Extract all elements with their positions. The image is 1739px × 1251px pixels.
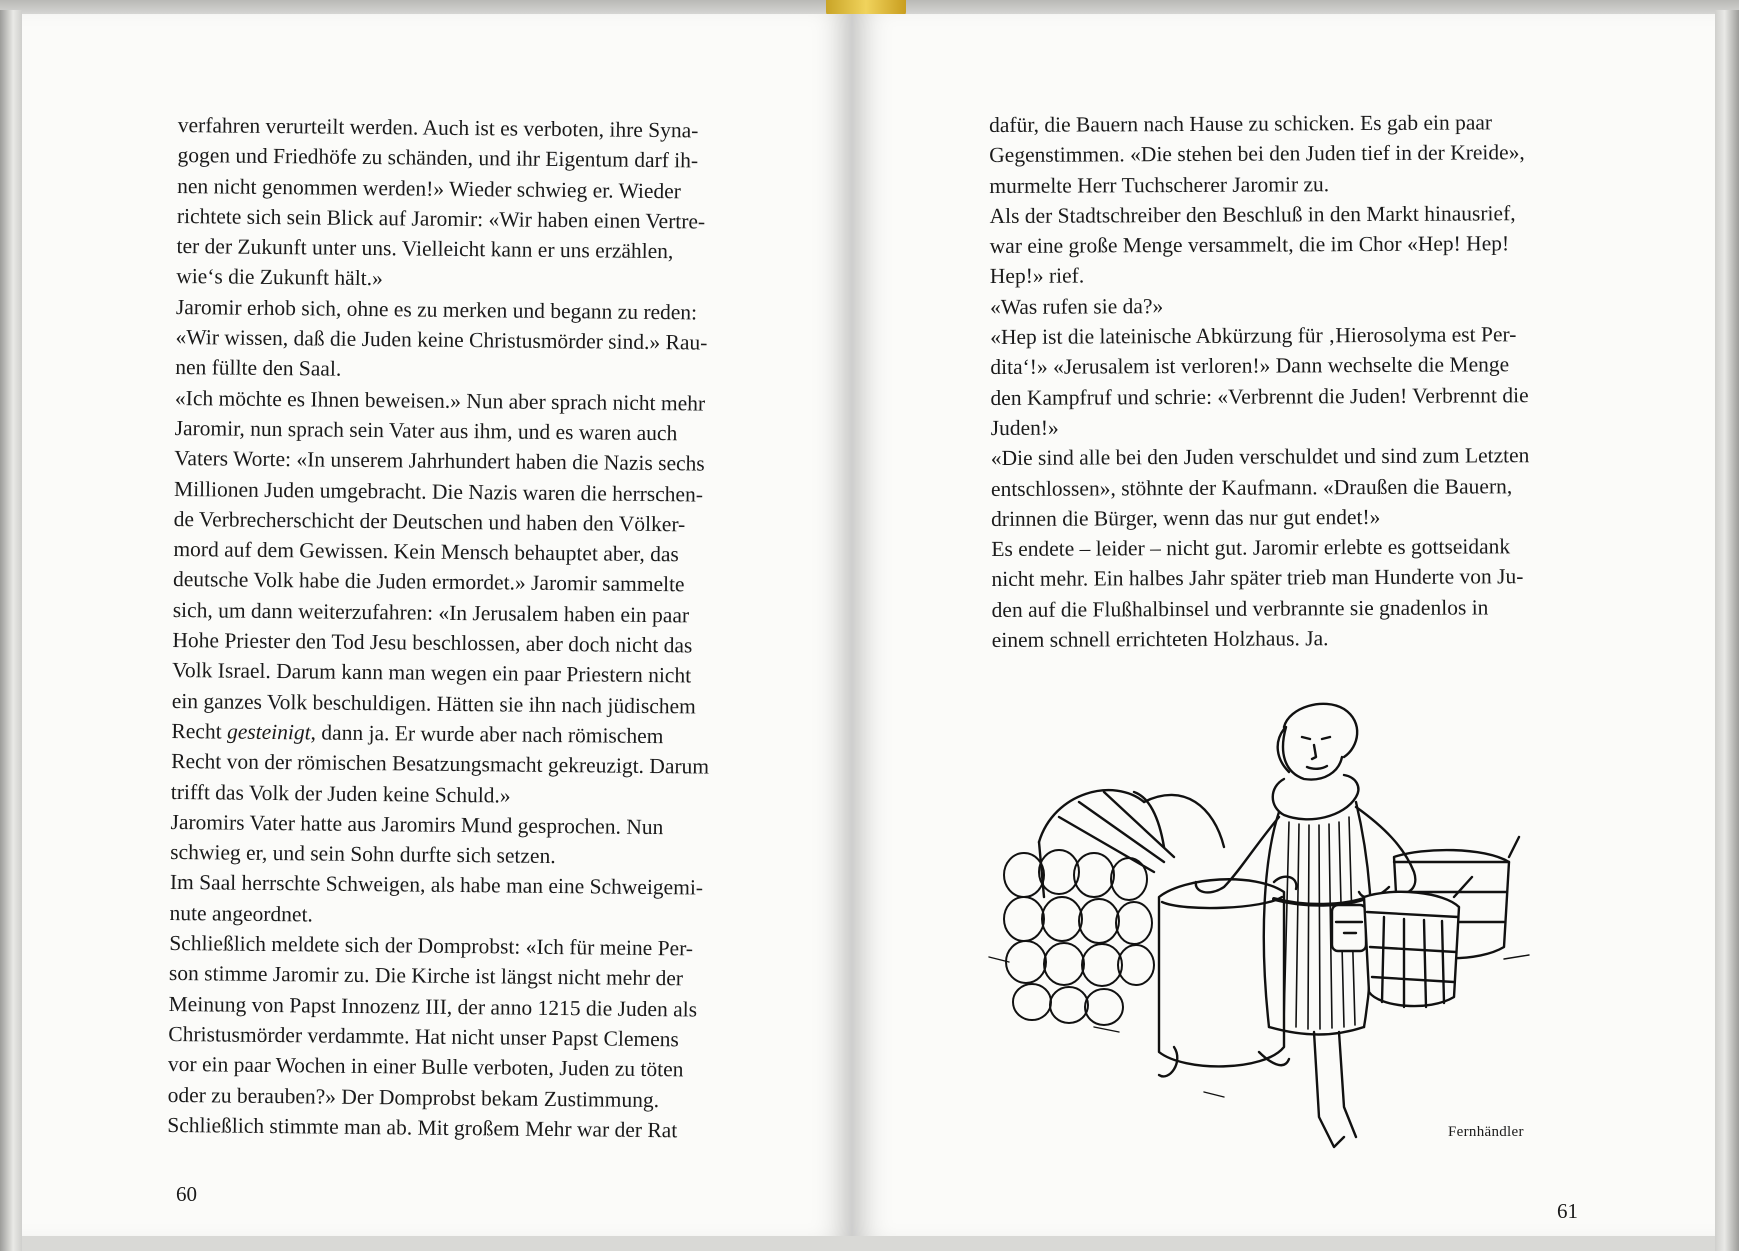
merchant-illustration — [984, 697, 1544, 1177]
text-line: einem schnell errichteten Holzhaus. Ja. — [991, 626, 1329, 653]
text-line: dafür, die Bauern nach Hause zu schicken. Es gab ein paar — [989, 110, 1493, 137]
line-start: Recht — [171, 718, 228, 744]
page-number-left: 60 — [176, 1182, 197, 1206]
text-line: den Kampfruf und schrie: «Verbrennt die Juden! Verbrennt die — [990, 382, 1529, 410]
text-line: richtete sich sein Blick auf Jaromir: «Wir haben einen Vertre- — [176, 203, 706, 234]
text-line: Vaters Worte: «In unserem Jahrhundert haben die Nazis sechs — [174, 446, 705, 476]
text-line: gogen und Friedhöfe zu schänden, und ihr Eigentum darf ih- — [177, 143, 699, 173]
text-line: schwieg er, und sein Sohn durfte sich setzen. — [170, 840, 556, 869]
text-line: Schließlich stimmte man ab. Mit großem Mehr war der Rat — [167, 1112, 678, 1143]
text-line: verfahren verurteilt werden. Auch ist es verboten, ihre Syna- — [177, 112, 699, 143]
text-line: wie‘s die Zukunft hält.» — [176, 264, 383, 291]
text-line: ter der Zukunft unter uns. Vielleicht kann er uns erzählen, — [176, 234, 674, 264]
illustration-caption: Fernhändler — [1448, 1124, 1524, 1140]
italic-word: gesteinigt — [226, 719, 311, 745]
text-line: Als der Stadtschreiber den Beschluß in den Markt hinausrief, — [989, 201, 1516, 228]
wooden-tubs-drawing — [1364, 837, 1519, 1007]
text-line: murmelte Herr Tuchscherer Jaromir zu. — [989, 171, 1330, 198]
text-line: vor ein paar Wochen in einer Bulle verboten, Juden zu töten — [167, 1052, 684, 1082]
text-line: Recht von der römischen Besatzungsmacht gekreuzigt. Darum — [171, 749, 710, 779]
text-line: Juden!» — [990, 415, 1059, 440]
text-line: nicht mehr. Ein halbes Jahr später trieb man Hunderte von Ju- — [991, 564, 1524, 592]
page-number-right: 61 — [1557, 1199, 1578, 1223]
text-line: drinnen die Bürger, wenn das nur gut endet!» — [991, 504, 1381, 531]
text-line: «Was rufen sie da?» — [989, 293, 1164, 319]
text-line: oder zu berauben?» Der Domprobst bekam Zustimmung. — [167, 1082, 660, 1112]
left-page-text — [167, 110, 790, 1146]
line-rest: , dann ja. Er wurde aber nach römischem — [310, 720, 664, 749]
barrel-cart-drawing — [1004, 790, 1296, 1076]
text-line: nen füllte den Saal. — [175, 355, 342, 382]
text-line: nute angeordnet. — [169, 900, 313, 927]
text-line: «Ich möchte es Ihnen beweisen.» Nun aber sprach nicht mehr — [174, 385, 706, 416]
text-line: entschlossen», stöhnte der Kaufmann. «Draußen die Bauern, — [990, 473, 1513, 501]
left-page — [22, 14, 852, 1236]
text-line: ein ganzes Volk beschuldigen. Hätten sie ihn nach jüdischem — [171, 688, 696, 719]
text-line: deutsche Volk habe die Juden ermordet.» Jaromir sammelte — [172, 567, 685, 597]
text-line: mord auf dem Gewissen. Kein Mensch behauptet aber, das — [173, 537, 679, 567]
text-line: Schließlich meldete sich der Domprobst: «Ich für meine Per- — [169, 930, 694, 961]
text-line: den auf die Flußhalbinsel und verbrannte sie gnadenlos in — [991, 595, 1489, 622]
text-line: Im Saal herrschte Schweigen, als habe man eine Schweigemi- — [169, 870, 704, 900]
text-line: «Die sind alle bei den Juden verschuldet und sind zum Letzten — [990, 443, 1530, 471]
text-line: Millionen Juden umgebracht. Die Nazis waren die herrschen- — [173, 476, 704, 507]
text-line: Hep!» rief. — [989, 263, 1085, 289]
left-cover-edge — [0, 10, 22, 1251]
text-line: Gegenstimmen. «Die stehen bei den Juden tief in der Kreide», — [989, 140, 1525, 168]
right-cover-edge — [1715, 10, 1739, 1251]
text-line: Jaromirs Vater hatte aus Jaromirs Mund gesprochen. Nun — [170, 809, 664, 839]
text-line: «Wir wissen, daß die Juden keine Christusmörder sind.» Rau- — [175, 325, 708, 355]
text-line: «Hep ist die lateinische Abkürzung für ‚Hierosolyma est Per- — [990, 322, 1517, 350]
text-line: Jaromir erhob sich, ohne es zu merken und begann zu reden: — [175, 294, 698, 325]
text-line: Jaromir, nun sprach sein Vater aus ihm, und es waren auch — [174, 415, 678, 446]
text-line: Meinung von Papst Innozenz III, der anno 1215 die Juden als — [168, 991, 698, 1022]
text-line: sich, um dann weiterzufahren: «In Jerusalem haben ein paar — [172, 597, 690, 628]
text-line: nen nicht genommen werden!» Wieder schwieg er. Wieder — [177, 173, 682, 203]
text-line: Volk Israel. Darum kann man wegen ein paar Priestern nicht — [172, 658, 692, 688]
text-line: war eine große Menge versammelt, die im Chor «Hep! Hep! — [989, 231, 1510, 259]
text-line: trifft das Volk der Juden keine Schuld.» — [170, 779, 511, 808]
right-page-text — [989, 107, 1587, 655]
text-line: Christusmörder verdammte. Hat nicht unser Papst Clemens — [168, 1021, 679, 1052]
text-line: dita‘!» «Jerusalem ist verloren!» Dann wechselte die Menge — [990, 352, 1510, 380]
text-line: Es endete – leider – nicht gut. Jaromir erlebte es gottseidank — [991, 534, 1511, 562]
text-line: son stimme Jaromir zu. Die Kirche ist längst nicht mehr der — [168, 961, 684, 991]
text-line: Hohe Priester den Tod Jesu beschlossen, aber doch nicht das — [172, 628, 693, 658]
right-page — [852, 14, 1715, 1236]
text-line: de Verbrecherschicht der Deutschen und haben den Völker- — [173, 506, 686, 537]
